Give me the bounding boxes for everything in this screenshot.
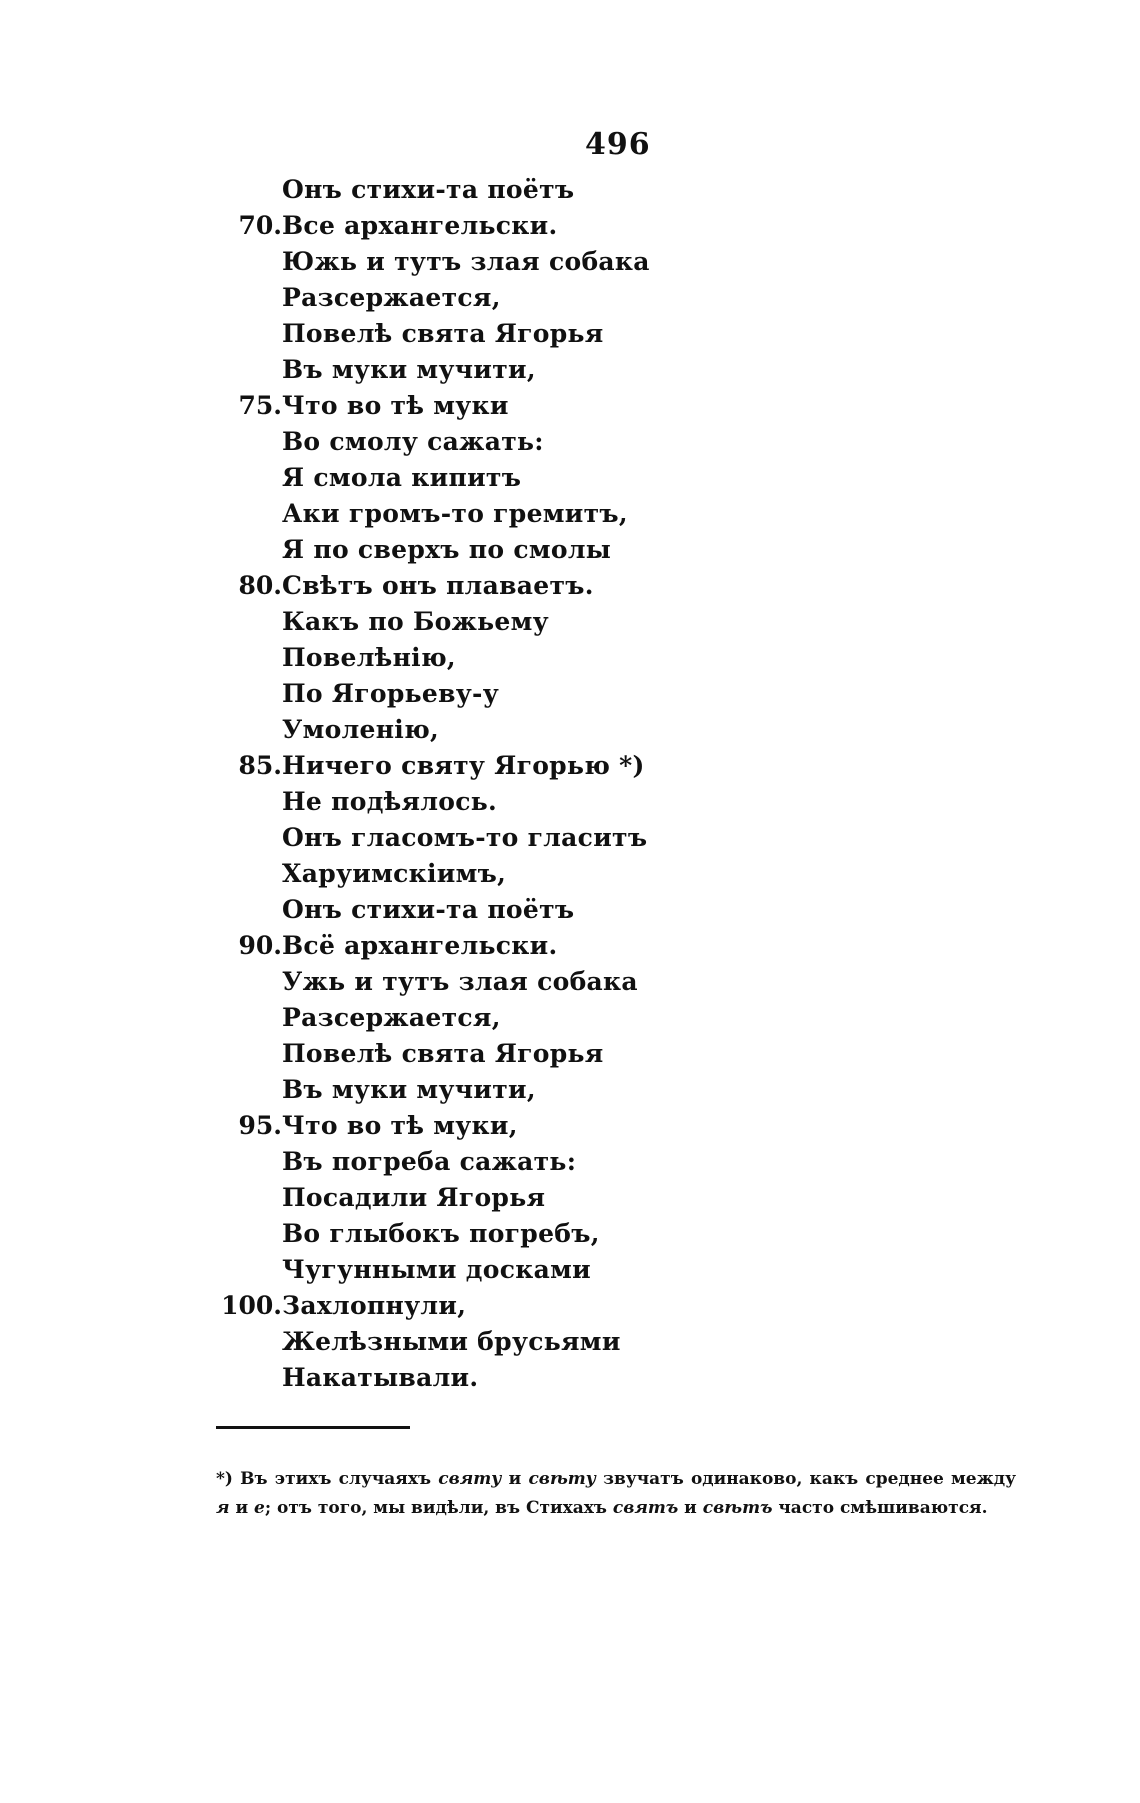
- verse-line: [0, 748, 1140, 784]
- line-text: Чугунными досками: [282, 1255, 591, 1284]
- line-text: Южь и тутъ злая собака: [282, 247, 650, 276]
- footnote-italic: е: [253, 1498, 265, 1518]
- line-text: Во глыбокъ погребъ,: [282, 1219, 600, 1248]
- verse-line: [0, 1036, 1140, 1072]
- line-text: Разсержается,: [282, 1003, 501, 1032]
- line-number: 100.: [221, 1291, 282, 1320]
- verse-line: [0, 1324, 1140, 1360]
- line-text: Свѣтъ онъ плаваетъ.: [282, 571, 594, 600]
- verse-line: [0, 820, 1140, 856]
- line-text: Ничего святу Ягорью *): [282, 751, 645, 780]
- line-text: Все архангельски.: [282, 211, 558, 240]
- line-text: Аки громъ-то гремитъ,: [282, 499, 628, 528]
- verse-line: [0, 928, 1140, 964]
- line-text: Всё архангельски.: [282, 931, 558, 960]
- verse-line: [0, 244, 1140, 280]
- verse-line: [0, 424, 1140, 460]
- line-text: Въ погреба сажать:: [282, 1147, 577, 1176]
- footnote-text: и: [229, 1498, 254, 1518]
- footnote-italic: я: [216, 1498, 230, 1518]
- verse-line: [0, 1252, 1140, 1288]
- line-text: Онъ стихи-та поётъ: [282, 175, 575, 204]
- verse-line: [0, 388, 1140, 424]
- verse-line: [0, 316, 1140, 352]
- line-text: Я по сверхъ по смолы: [282, 535, 612, 564]
- line-text: Накатывали.: [282, 1363, 479, 1392]
- poem-verses: [0, 172, 1140, 1396]
- line-text: Во смолу сажать:: [282, 427, 544, 456]
- line-text: По Ягорьеву-у: [282, 679, 500, 708]
- page-number: 496: [585, 127, 651, 162]
- verse-line: [0, 280, 1140, 316]
- footnote-italic: святъ: [612, 1498, 679, 1518]
- line-text: Умоленію,: [282, 715, 440, 744]
- verse-line: [0, 1072, 1140, 1108]
- verse-line: [0, 1108, 1140, 1144]
- verse-line: [0, 532, 1140, 568]
- footnote-text: звучатъ одинаково, какъ среднее между: [595, 1469, 1016, 1489]
- footnote-italic: свѣтъ: [702, 1498, 773, 1518]
- line-text: Повелѣ свята Ягорья: [282, 1039, 604, 1068]
- footnote-italic: святу: [438, 1469, 502, 1489]
- line-number: 95.: [238, 1111, 282, 1140]
- line-number: 80.: [238, 571, 282, 600]
- line-text: Ужь и тутъ злая собака: [282, 967, 638, 996]
- verse-line: [0, 892, 1140, 928]
- line-text: Харуимскіимъ,: [282, 859, 507, 888]
- verse-line: [0, 784, 1140, 820]
- footnote-text: ; отъ того, мы видѣли, въ Стихахъ: [264, 1498, 613, 1518]
- line-text: Онъ стихи-та поётъ: [282, 895, 575, 924]
- verse-line: [0, 1288, 1140, 1324]
- line-text: Онъ гласомъ-то гласитъ: [282, 823, 648, 852]
- line-text: Какъ по Божьему: [282, 607, 549, 636]
- verse-line: [0, 712, 1140, 748]
- line-number: 70.: [238, 211, 282, 240]
- verse-line: [0, 460, 1140, 496]
- verse-line: [0, 604, 1140, 640]
- footnote-rule: [216, 1426, 410, 1429]
- verse-line: [0, 640, 1140, 676]
- verse-line: [0, 172, 1140, 208]
- verse-line: [0, 568, 1140, 604]
- verse-line: [0, 964, 1140, 1000]
- line-text: Въ муки мучити,: [282, 355, 536, 384]
- line-number: 75.: [238, 391, 282, 420]
- line-text: Не подѣялось.: [282, 787, 498, 816]
- verse-line: [0, 1000, 1140, 1036]
- verse-line: [0, 208, 1140, 244]
- line-text: Я смола кипитъ: [282, 463, 522, 492]
- footnote-text: часто смѣшиваются.: [772, 1498, 988, 1518]
- line-number: 85.: [238, 751, 282, 780]
- line-text: Разсержается,: [282, 283, 501, 312]
- verse-line: [0, 352, 1140, 388]
- verse-line: [0, 856, 1140, 892]
- verse-line: [0, 1180, 1140, 1216]
- verse-line: [0, 1144, 1140, 1180]
- verse-line: [0, 496, 1140, 532]
- verse-line: [0, 1360, 1140, 1396]
- line-text: Желѣзными брусьями: [282, 1327, 621, 1356]
- line-text: Повелѣ свята Ягорья: [282, 319, 604, 348]
- line-text: Въ муки мучити,: [282, 1075, 536, 1104]
- footnote-text: и: [678, 1498, 703, 1518]
- footnote-text: *) Въ этихъ случаяхъ: [216, 1469, 439, 1489]
- line-text: Что во тѣ муки: [282, 391, 509, 420]
- verse-line: [0, 676, 1140, 712]
- line-text: Повелѣнію,: [282, 643, 456, 672]
- line-text: Что во тѣ муки,: [282, 1111, 518, 1140]
- footnote-text: и: [501, 1469, 529, 1489]
- line-number: 90.: [238, 931, 282, 960]
- verse-line: [0, 1216, 1140, 1252]
- line-text: Посадили Ягорья: [282, 1183, 546, 1212]
- line-text: Захлопнули,: [282, 1291, 467, 1320]
- footnote-italic: свѣту: [528, 1469, 596, 1489]
- footnote: [216, 1465, 1016, 1523]
